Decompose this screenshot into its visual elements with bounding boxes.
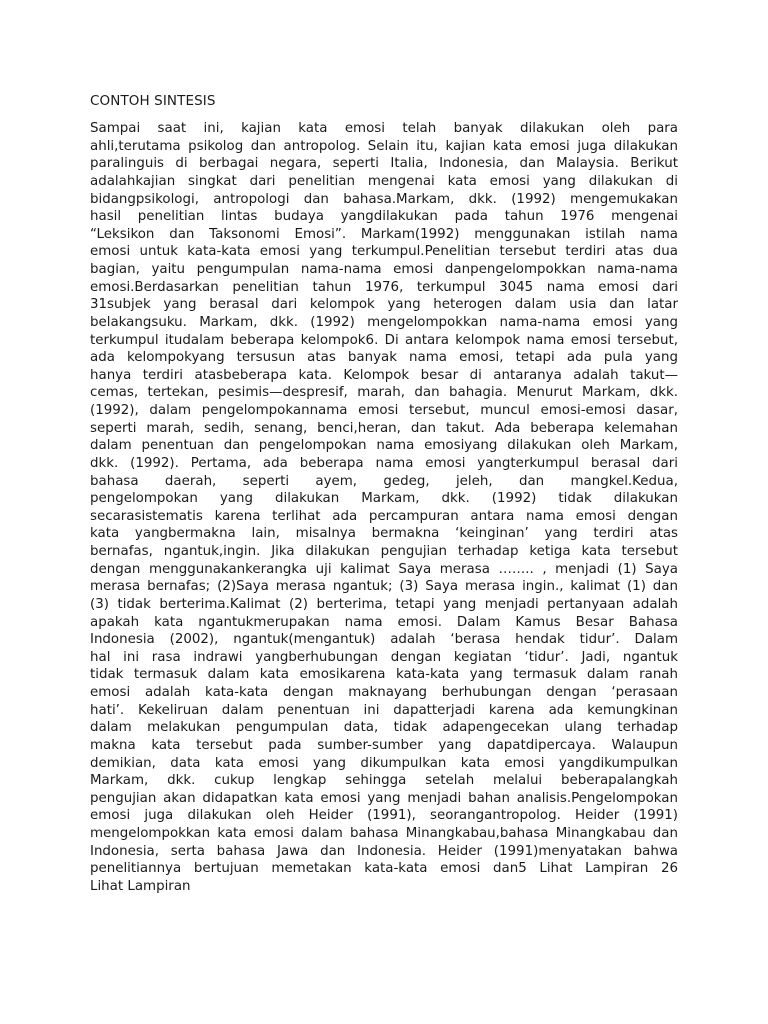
document-body	[90, 120, 678, 896]
body-line: emosi.Berdasarkan penelitian tahun 1976, terkumpul 3045 nama emosi dari	[90, 279, 678, 295]
body-line: hal ini rasa indrawi yangberhubungan dengan kegiatan ‘tidur’. Jadi, ngantuk	[90, 649, 678, 665]
body-line: dalam melakukan pengumpulan data, tidak adapengecekan ulang terhadap	[90, 720, 678, 736]
body-line: emosi juga dilakukan oleh Heider (1991), seorangantropolog. Heider (1991)	[90, 808, 678, 824]
body-line: demikian, data kata emosi yang dikumpulkan kata emosi yangdikumpulkan	[90, 755, 678, 771]
body-line: bahasa daerah, seperti ayem, gedeg, jeleh, dan mangkel.Kedua,	[90, 473, 678, 489]
body-line: merasa bernafas; (2)Saya merasa ngantuk; (3) Saya merasa ingin., kalimat (1) dan	[90, 579, 678, 595]
body-line: terkumpul itudalam beberapa kelompok6. Di antara kelompok nama emosi tersebut,	[90, 332, 678, 348]
body-line: emosi adalah kata-kata dengan maknayang berhubungan dengan ‘perasaan	[90, 685, 678, 700]
body-line: pengujian akan didapatkan kata emosi yang menjadi bahan analisis.Pengelompokan	[90, 790, 678, 806]
body-line: Indonesia (2002), ngantuk(mengantuk) adalah ‘berasa hendak tidur’. Dalam	[90, 632, 678, 648]
body-line: ahli,terutama psikolog dan antropolog. Selain itu, kajian kata emosi juga dilakukan	[90, 138, 678, 154]
body-line: seperti marah, sedih, senang, benci,heran, dan takut. Ada beberapa kelemahan	[90, 420, 678, 436]
body-line: secarasistematis karena terlihat ada percampuran antara nama emosi dengan	[90, 508, 678, 524]
body-line: hanya terdiri atasbeberapa kata. Kelompok besar di antaranya adalah takut—	[90, 367, 678, 383]
body-line: (3) tidak berterima.Kalimat (2) berterima, tetapi yang menjadi pertanyaan adalah	[90, 596, 678, 612]
body-line: pengelompokan yang dilakukan Markam, dkk. (1992) tidak dilakukan	[90, 491, 678, 507]
body-line: bernafas, ngantuk,ingin. Jika dilakukan pengujian terhadap ketiga kata tersebut	[90, 544, 678, 559]
body-line: (1992), dalam pengelompokannama emosi tersebut, muncul emosi-emosi dasar,	[90, 403, 678, 418]
body-line: apakah kata ngantukmerupakan nama emosi. Dalam Kamus Besar Bahasa	[90, 614, 678, 630]
body-line: belakangsuku. Markam, dkk. (1992) mengelompokkan nama-nama emosi yang	[90, 314, 678, 330]
body-line: makna kata tersebut pada sumber-sumber yang dapatdipercaya. Walaupun	[90, 737, 678, 753]
body-line: “Leksikon dan Taksonomi Emosi”. Markam(1992) menggunakan istilah nama	[90, 226, 678, 242]
body-line: Sampai saat ini, kajian kata emosi telah banyak dilakukan oleh para	[90, 121, 678, 136]
body-line: Lihat Lampiran	[90, 878, 191, 894]
body-line: dalam penentuan dan pengelompokan nama emosiyang dilakukan oleh Markam,	[90, 438, 678, 454]
body-line: 31subjek yang berasal dari kelompok yang heterogen dalam usia dan latar	[90, 297, 678, 313]
document-title: CONTOH SINTESIS	[90, 93, 216, 109]
body-line: penelitiannya bertujuan memetakan kata-kata emosi dan5 Lihat Lampiran 26	[90, 861, 678, 877]
body-line: hati’. Kekeliruan dalam penentuan ini dapatterjadi karena ada kemungkinan	[90, 702, 678, 718]
body-line: adalahkajian singkat dari penelitian mengenai kata emosi yang dilakukan di	[90, 173, 678, 189]
body-line: ada kelompokyang tersusun atas banyak nama emosi, tetapi ada pula yang	[90, 350, 678, 366]
body-line: paralinguis di berbagai negara, seperti Italia, Indonesia, dan Malaysia. Berikut	[90, 156, 678, 172]
body-line: Markam, dkk. cukup lengkap sehingga setelah melalui beberapalangkah	[90, 773, 678, 789]
body-line: Indonesia, serta bahasa Jawa dan Indonesia. Heider (1991)menyatakan bahwa	[90, 843, 678, 859]
body-line: dengan menggunakankerangka uji kalimat Saya merasa …….. , menjadi (1) Saya	[90, 561, 678, 577]
body-line: dkk. (1992). Pertama, ada beberapa nama emosi yangterkumpul berasal dari	[90, 455, 678, 471]
body-line: hasil penelitian lintas budaya yangdilakukan pada tahun 1976 mengenai	[90, 209, 678, 225]
body-line: emosi untuk kata-kata emosi yang terkumpul.Penelitian tersebut terdiri atas dua	[90, 244, 678, 260]
body-line: bagian, yaitu pengumpulan nama-nama emosi danpengelompokkan nama-nama	[90, 262, 678, 277]
body-line: tidak termasuk dalam kata emosikarena kata-kata yang termasuk dalam ranah	[90, 667, 678, 683]
body-line: mengelompokkan kata emosi dalam bahasa Minangkabau,bahasa Minangkabau dan	[90, 826, 678, 841]
body-line: kata yangbermakna lain, misalnya bermakna ‘keinginan’ yang terdiri atas	[90, 526, 678, 542]
body-line: cemas, tertekan, pesimis—despresif, marah, dan bahagia. Menurut Markam, dkk.	[90, 385, 678, 401]
body-line: bidangpsikologi, antropologi dan bahasa.Markam, dkk. (1992) mengemukakan	[90, 191, 678, 207]
